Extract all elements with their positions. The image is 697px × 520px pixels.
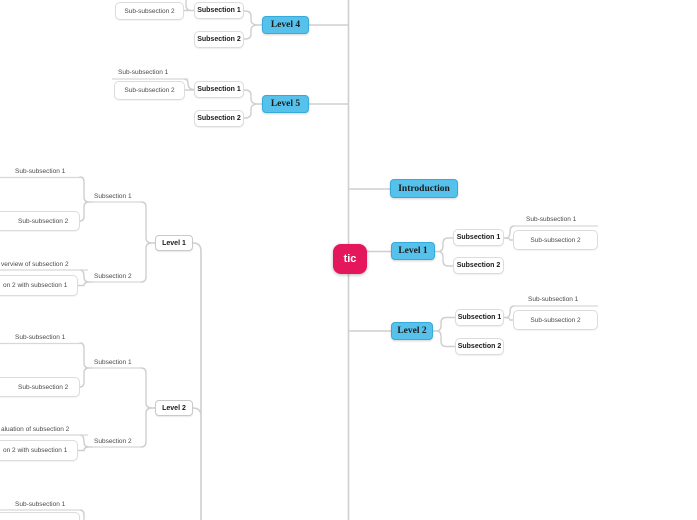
node-label: Sub-subsection 2	[18, 217, 69, 225]
node-label: Level 1	[162, 239, 186, 247]
node-label: Sub-subsection 2	[18, 383, 69, 391]
node-right-level-1[interactable]	[391, 242, 435, 260]
node-left-level2-sub-subsection-2[interactable]	[0, 377, 80, 397]
node-left-level2-subsection-2[interactable]: Subsection 2	[94, 438, 132, 445]
branch-connectors	[78, 0, 514, 520]
node-left-level2-sub-subsection-1[interactable]: Sub-subsection 1	[15, 334, 66, 341]
node-right-level2-subsection-1[interactable]	[455, 309, 504, 326]
node-level4-subsection-1[interactable]	[194, 2, 244, 19]
node-label: Subsection 1	[457, 314, 502, 321]
node-level5-subsection-1[interactable]	[194, 81, 244, 98]
node-label: Introduction	[398, 183, 450, 194]
root-label: tic	[343, 253, 357, 265]
node-left-level1-subsection-1[interactable]: Subsection 1	[94, 193, 132, 200]
node-left-level-1[interactable]	[155, 235, 193, 251]
node-root[interactable]	[333, 244, 367, 274]
node-label: Level 5	[270, 99, 301, 109]
node-label: Subsection 2	[197, 115, 241, 122]
node-label: Sub-subsection 2	[530, 236, 581, 244]
node-left-level1-comparison-clipped[interactable]	[0, 275, 78, 296]
node-right-level2-subsection-2[interactable]	[455, 338, 504, 355]
node-label: Sub-subsection 2	[530, 316, 581, 324]
node-level4-sub-subsection-2[interactable]	[115, 2, 184, 20]
node-right-level1-sub-subsection-1[interactable]: Sub-subsection 1	[526, 216, 577, 223]
node-label: Subsection 1	[456, 234, 501, 241]
node-label: Level 4	[270, 20, 301, 30]
node-left-level-2[interactable]	[155, 400, 193, 416]
node-label: Level 2	[162, 404, 186, 412]
left-rail-line	[193, 243, 201, 520]
node-left-level2-subsection-1[interactable]: Subsection 1	[94, 359, 132, 366]
node-label: Subsection 2	[456, 262, 501, 269]
node-label: Subsection 1	[197, 7, 241, 14]
node-right-level2-sub-subsection-1[interactable]: Sub-subsection 1	[528, 296, 579, 303]
node-label: Subsection 1	[197, 86, 241, 93]
node-label: on 2 with subsection 1	[3, 282, 68, 289]
node-label: on 2 with subsection 1	[3, 447, 68, 454]
node-right-level1-sub-subsection-2[interactable]	[513, 230, 598, 250]
text-node-underlines	[0, 79, 598, 510]
node-level4-subsection-2[interactable]	[194, 31, 244, 48]
node-left-level1-sub-subsection-2[interactable]	[0, 211, 80, 231]
node-right-level-2[interactable]	[391, 322, 433, 340]
node-bottom-clipped-box[interactable]	[0, 512, 80, 520]
node-left-level1-overview-clipped[interactable]: verview of subsection 2	[1, 261, 69, 268]
node-label: Subsection 2	[197, 36, 241, 43]
node-right-level1-subsection-1[interactable]	[453, 229, 504, 246]
node-right-level2-sub-subsection-2[interactable]	[513, 310, 598, 330]
node-label: Sub-subsection 2	[124, 7, 175, 15]
node-label: Level 2	[397, 326, 427, 336]
node-label: Sub-subsection 2	[124, 87, 175, 94]
node-right-level1-subsection-2[interactable]	[453, 257, 504, 274]
node-level5-sub-subsection-1[interactable]: Sub-subsection 1	[118, 69, 169, 76]
node-introduction[interactable]	[390, 179, 458, 198]
node-level-5[interactable]	[262, 95, 309, 113]
node-label: Level 1	[398, 246, 428, 256]
node-left-level1-subsection-2[interactable]: Subsection 2	[94, 273, 132, 280]
node-level-4[interactable]	[262, 16, 309, 34]
node-level5-subsection-2[interactable]	[194, 110, 244, 127]
node-left-level2-comparison-clipped[interactable]	[0, 440, 78, 461]
node-left-level1-sub-subsection-1[interactable]: Sub-subsection 1	[15, 168, 66, 175]
node-level5-sub-subsection-2[interactable]	[114, 81, 185, 100]
node-left-level2-evaluation-clipped[interactable]: aluation of subsection 2	[1, 426, 70, 433]
node-label: Subsection 2	[457, 343, 502, 350]
node-bottom-sub-subsection-1[interactable]: Sub-subsection 1	[15, 501, 66, 508]
